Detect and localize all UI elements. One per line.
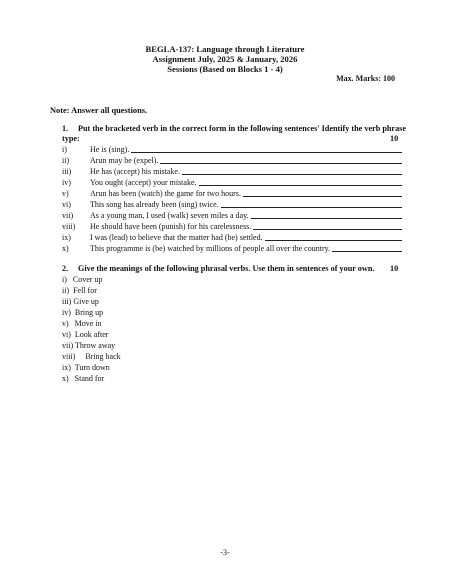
q2-item: v) Move in xyxy=(62,319,102,328)
item-number: i) xyxy=(62,145,67,154)
item-text: He should have been (punish) for his carelessness. xyxy=(90,222,252,231)
q1-marks: 10 xyxy=(390,134,399,143)
item-number: viii) xyxy=(62,222,76,231)
item-text: This programme is (be) watched by millions of people all over the country. xyxy=(90,244,331,253)
sessions-blocks: Sessions (Based on Blocks 1 - 4) xyxy=(167,64,283,74)
q1-item xyxy=(62,232,402,243)
item-text: This song has already been (sing) twice. xyxy=(90,200,219,209)
answer-line xyxy=(251,210,402,219)
note: Note: Answer all questions. xyxy=(50,106,148,115)
q1-item xyxy=(62,221,402,232)
q2-item: ii) Fell for xyxy=(62,286,97,295)
answer-line xyxy=(253,221,402,230)
item-text: Arun may be (expel). xyxy=(90,156,159,165)
q2-item: vii) Throw away xyxy=(62,341,116,350)
answer-line xyxy=(221,199,402,208)
item-number: vi) xyxy=(62,200,71,209)
item-number: vii) xyxy=(62,211,74,220)
assignment-session: Assignment July, 2025 & January, 2026 xyxy=(152,54,298,64)
q1-text-line2: type: xyxy=(62,134,80,143)
item-number: ix) xyxy=(62,233,71,242)
item-text: You ought (accept) your mistake. xyxy=(90,178,197,187)
q2-item: iv) Bring up xyxy=(62,308,104,317)
item-number: v) xyxy=(62,189,69,198)
item-number: x) xyxy=(62,244,69,253)
q2-item: viii) Bring back xyxy=(62,352,121,361)
item-number: iv) xyxy=(62,178,71,187)
q1-item xyxy=(62,210,402,221)
q2-item: vi) Look after xyxy=(62,330,109,339)
q1-item xyxy=(62,166,402,177)
q2-marks: 10 xyxy=(390,264,399,273)
q2-number: 2. xyxy=(62,264,69,273)
answer-line xyxy=(160,155,402,164)
course-title: BEGLA-137: Language through Literature xyxy=(145,44,305,54)
q1-number: 1. xyxy=(62,124,69,133)
answer-line xyxy=(182,166,402,175)
item-text: He has (accept) his mistake. xyxy=(90,167,180,176)
max-marks: Max. Marks: 100 xyxy=(336,74,395,83)
q1-item xyxy=(62,155,402,166)
answer-line xyxy=(332,243,402,252)
q2-item: ix) Turn down xyxy=(62,363,110,372)
answer-line xyxy=(243,188,402,197)
q1-item xyxy=(62,144,402,155)
item-number: iii) xyxy=(62,167,72,176)
q1-item xyxy=(62,188,402,199)
item-text: I was (lead) to believe that the matter had (be) settled. xyxy=(90,233,263,242)
q1-item xyxy=(62,243,402,254)
q2-text: Give the meanings of the following phrasal verbs. Use them in sentences of your own. xyxy=(78,264,375,273)
q2-item: iii) Give up xyxy=(62,297,99,306)
answer-line xyxy=(199,177,403,186)
q1-item xyxy=(62,199,402,210)
q1-text-line1: Put the bracketed verb in the correct form in the following sentences' Identify the verb phrase xyxy=(78,124,406,133)
item-number: ii) xyxy=(62,156,70,165)
answer-line xyxy=(131,144,402,153)
item-text: He is (sing). xyxy=(90,145,130,154)
item-text: Arun has been (watch) the game for two hours. xyxy=(90,189,241,198)
q2-item: i) Cover up xyxy=(62,275,103,284)
q1-item xyxy=(62,177,402,188)
answer-line xyxy=(265,232,402,241)
page-number: -3- xyxy=(220,548,230,557)
item-text: As a young man, I used (walk) seven miles a day. xyxy=(90,211,249,220)
q2-item: x) Stand for xyxy=(62,374,105,383)
